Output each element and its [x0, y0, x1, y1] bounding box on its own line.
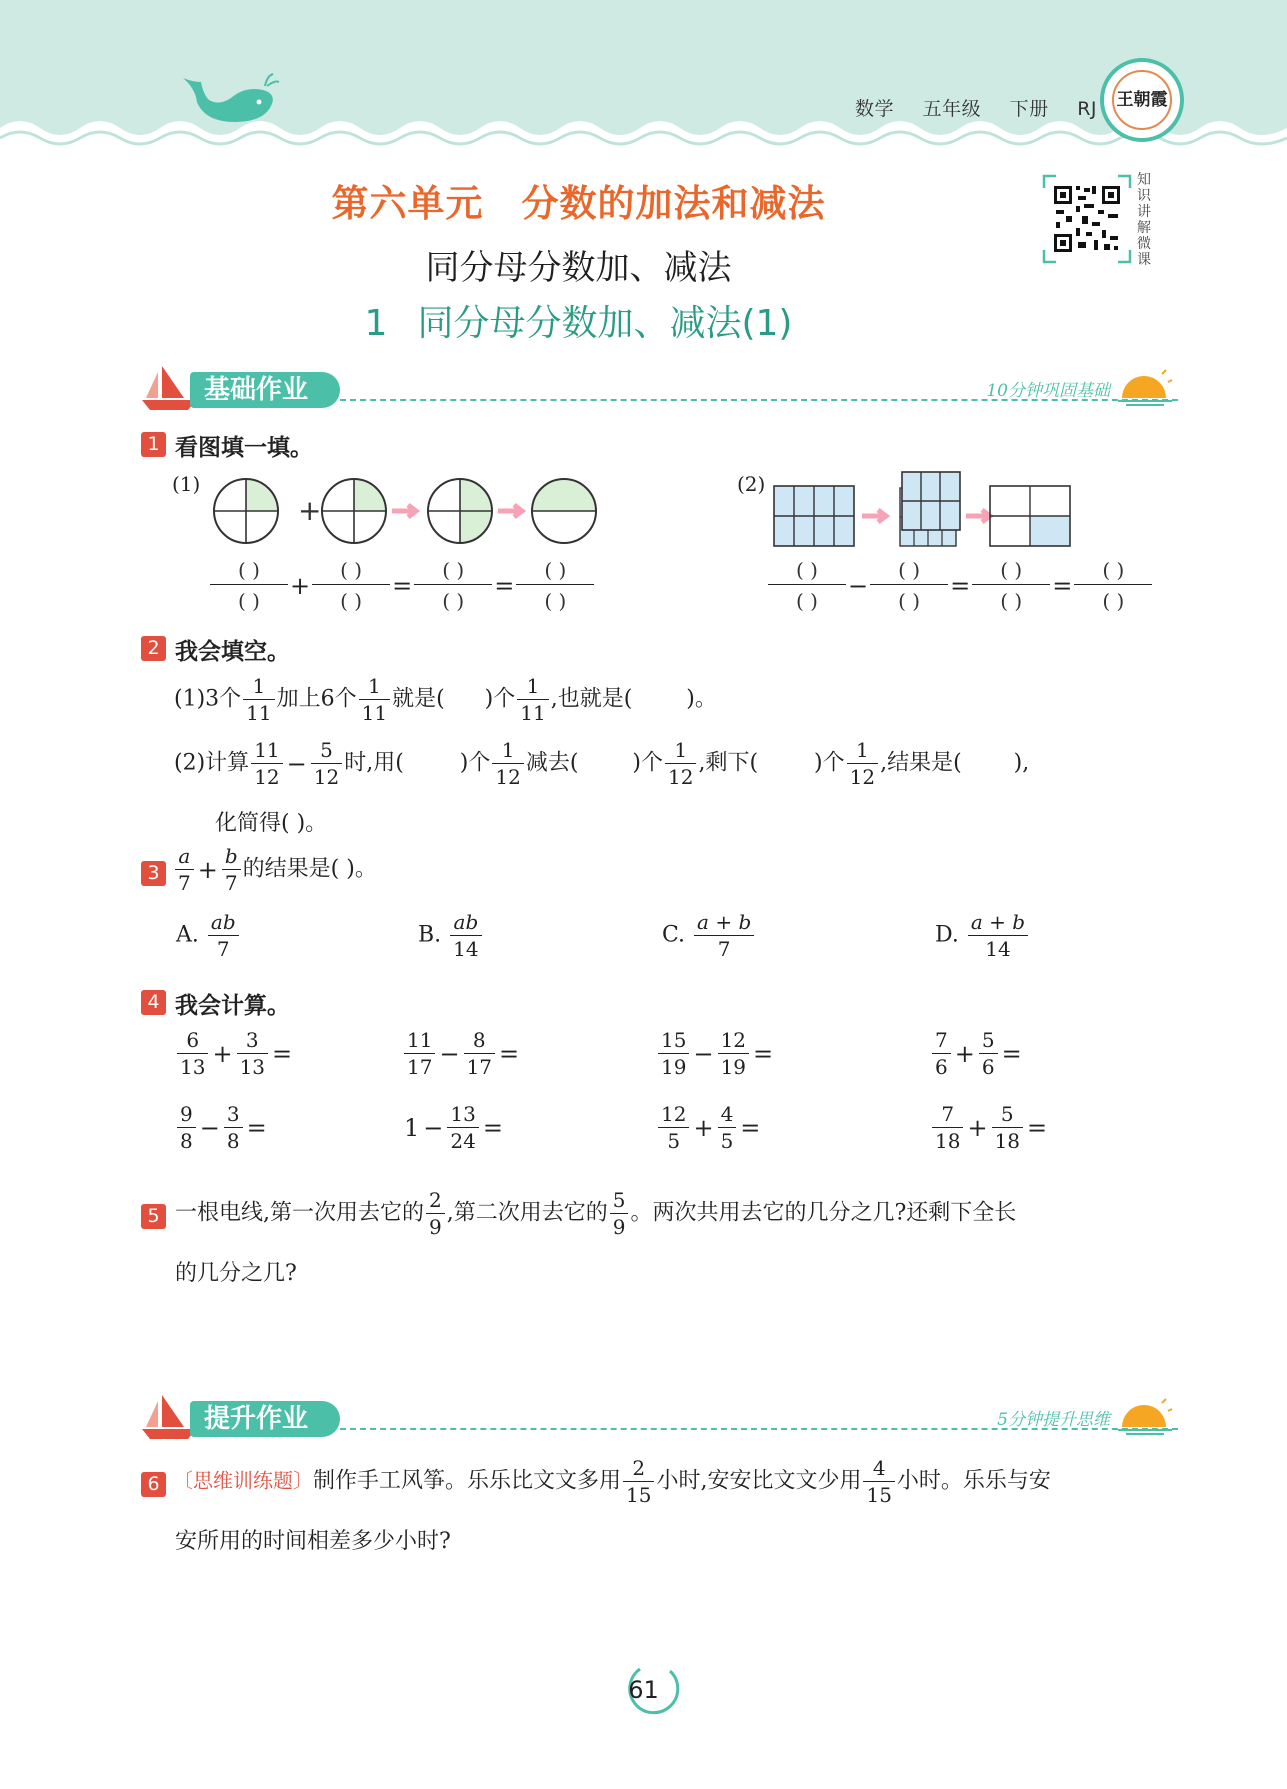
question-number: 4	[141, 990, 166, 1015]
fraction: $\frac{5}{9}$	[610, 1190, 629, 1237]
sunset-icon	[1116, 368, 1174, 408]
question-title: 我会填空。	[175, 639, 290, 665]
brand-name: 王朝霞	[1112, 70, 1172, 130]
option-a[interactable]: A. $\frac{ab}{7}$	[176, 912, 241, 959]
option-b[interactable]: B. $\frac{ab}{14}$	[418, 912, 484, 959]
fraction: $\frac{1}{11}$	[243, 676, 274, 723]
blank-fraction[interactable]: ( ) ( )	[870, 560, 948, 611]
fraction-equation	[768, 560, 1152, 611]
fraction: $\frac{1}{12}$	[665, 740, 696, 787]
fraction: $\frac{1}{12}$	[492, 740, 523, 787]
fraction-equation	[210, 560, 594, 611]
header-meta	[855, 94, 1119, 121]
calc-item: $\frac{11}{17}$ − $\frac{8}{17}$ =	[402, 1030, 521, 1077]
calc-item: $\frac{15}{19}$ − $\frac{12}{19}$ =	[656, 1030, 775, 1077]
equals-sign: =	[1052, 571, 1073, 600]
option-d[interactable]: D. $\frac{a + b}{14}$	[935, 912, 1030, 959]
blank-fraction[interactable]: ( ) ( )	[972, 560, 1050, 611]
unit-number: 第六单元	[331, 182, 484, 225]
circle-fraction-diagram	[208, 476, 608, 546]
part-label: (2)	[737, 472, 766, 496]
sunset-icon	[1116, 1397, 1174, 1437]
question-title: 看图填一填。	[175, 435, 313, 461]
question-number: 3	[141, 861, 166, 886]
header-edition: RJ	[1077, 98, 1097, 120]
fraction: $\frac{1}{12}$	[847, 740, 878, 787]
calc-item: $\frac{6}{13}$ + $\frac{3}{13}$ =	[175, 1030, 294, 1077]
question-number: 6	[141, 1472, 166, 1497]
lesson-number: 1	[364, 303, 388, 344]
svg-text:+: +	[298, 494, 322, 527]
blank-fraction[interactable]: ( ) ( )	[210, 560, 288, 611]
part-label: (1)	[172, 472, 201, 496]
thinking-training-tag: 〔思维训练题〕	[173, 1468, 313, 1493]
blank-fraction[interactable]: ( ) ( )	[516, 560, 594, 611]
fraction: $\frac{a + b}{14}$	[968, 912, 1028, 959]
fraction: $\frac{2}{9}$	[426, 1190, 445, 1237]
basic-homework-header	[140, 364, 1178, 414]
blank-fraction[interactable]: ( ) ( )	[768, 560, 846, 611]
calc-item: $\frac{9}{8}$ − $\frac{3}{8}$ =	[175, 1104, 269, 1151]
calc-item: 1 − $\frac{13}{24}$ =	[404, 1102, 503, 1153]
word-problem-line-1: 〔思维训练题〕制作手工风筝。乐乐比文文多用 $\frac{2}{15}$ 小时,安安比文文少用 $\frac{4}{15}$ 小时。乐乐与安	[173, 1456, 1051, 1507]
fill-blank-line-3: 化简得( )。	[215, 811, 328, 836]
word-problem-line-2: 的几分之几?	[175, 1261, 297, 1286]
header-volume: 下册	[1009, 98, 1049, 120]
plus-sign: +	[290, 571, 311, 600]
basic-homework-label: 基础作业	[190, 372, 340, 408]
header-subject: 数学	[855, 98, 895, 120]
fill-blank-line-1: (1)3个 $\frac{1}{11}$ 加上6个 $\frac{1}{11}$ 就是( )个 $\frac{1}{11}$ ,也就是( )。	[174, 674, 717, 725]
calc-item: $\frac{12}{5}$ + $\frac{4}{5}$ =	[656, 1104, 762, 1151]
section-subtitle: 同分母分数加、减法	[425, 248, 732, 288]
option-c[interactable]: C. $\frac{a + b}{7}$	[662, 912, 756, 959]
qr-code-icon	[1042, 174, 1132, 264]
question-number: 2	[141, 636, 166, 661]
fraction: $\frac{2}{15}$	[623, 1458, 654, 1505]
fraction: $\frac{b}{7}$	[222, 846, 241, 893]
question-stem: $\frac{a}{7}$ + $\frac{b}{7}$ 的结果是( )。	[173, 846, 377, 893]
rectangle-fraction-diagram	[772, 470, 1112, 550]
brand-logo	[1100, 58, 1184, 142]
lesson-name: 同分母分数加、减法(1)	[417, 303, 793, 344]
fraction: $\frac{a + b}{7}$	[694, 912, 754, 959]
word-problem-line-1: 一根电线,第一次用去它的 $\frac{2}{9}$ ,第二次用去它的 $\frac{5}{9}$ 。两次共用去它的几分之几?还剩下全长	[175, 1188, 1017, 1239]
fraction: $\frac{ab}{14}$	[450, 912, 481, 959]
page-number: 61	[628, 1676, 659, 1704]
question-title: 我会计算。	[175, 993, 290, 1019]
calc-item: $\frac{7}{6}$ + $\frac{5}{6}$ =	[930, 1030, 1024, 1077]
fraction: $\frac{ab}{7}$	[208, 912, 239, 959]
fraction: $\frac{5}{12}$	[311, 740, 342, 787]
question-number: 5	[141, 1204, 166, 1229]
qr-code[interactable]	[1042, 174, 1132, 264]
minus-sign: −	[848, 571, 869, 600]
word-problem-line-2: 安所用的时间相差多少小时?	[175, 1529, 451, 1554]
qr-label: 知识讲解微课	[1137, 172, 1151, 268]
calc-item: $\frac{7}{18}$ + $\frac{5}{18}$ =	[930, 1104, 1049, 1151]
fill-blank-line-2: (2)计算 $\frac{11}{12}$ − $\frac{5}{12}$ 时,用( )个 $\frac{1}{12}$ 减去( )个 $\frac{1}{12}$ ,剩下( )个 $\frac{1}{12}$ ,结果是( ),	[174, 738, 1030, 789]
question-number: 1	[141, 432, 166, 457]
equals-sign: =	[494, 571, 515, 600]
whale-icon	[175, 72, 285, 132]
header-grade: 五年级	[922, 98, 982, 120]
blank-fraction[interactable]: ( ) ( )	[312, 560, 390, 611]
lesson-title	[0, 295, 1287, 346]
equals-sign: =	[392, 571, 413, 600]
unit-name: 分数的加法和减法	[521, 182, 826, 225]
advanced-homework-hint: 5分钟提升思维	[997, 1410, 1110, 1430]
fraction: $\frac{1}{11}$	[359, 676, 390, 723]
blank-fraction[interactable]: ( ) ( )	[414, 560, 492, 611]
advanced-homework-label: 提升作业	[190, 1401, 340, 1437]
basic-homework-hint: 10分钟巩固基础	[986, 381, 1110, 401]
equals-sign: =	[950, 571, 971, 600]
blank-fraction[interactable]: ( ) ( )	[1074, 560, 1152, 611]
fraction: $\frac{1}{11}$	[517, 676, 548, 723]
fraction: $\frac{4}{15}$	[863, 1458, 894, 1505]
fraction: $\frac{a}{7}$	[175, 846, 194, 893]
advanced-homework-header	[140, 1393, 1178, 1443]
fraction: $\frac{11}{12}$	[251, 740, 282, 787]
